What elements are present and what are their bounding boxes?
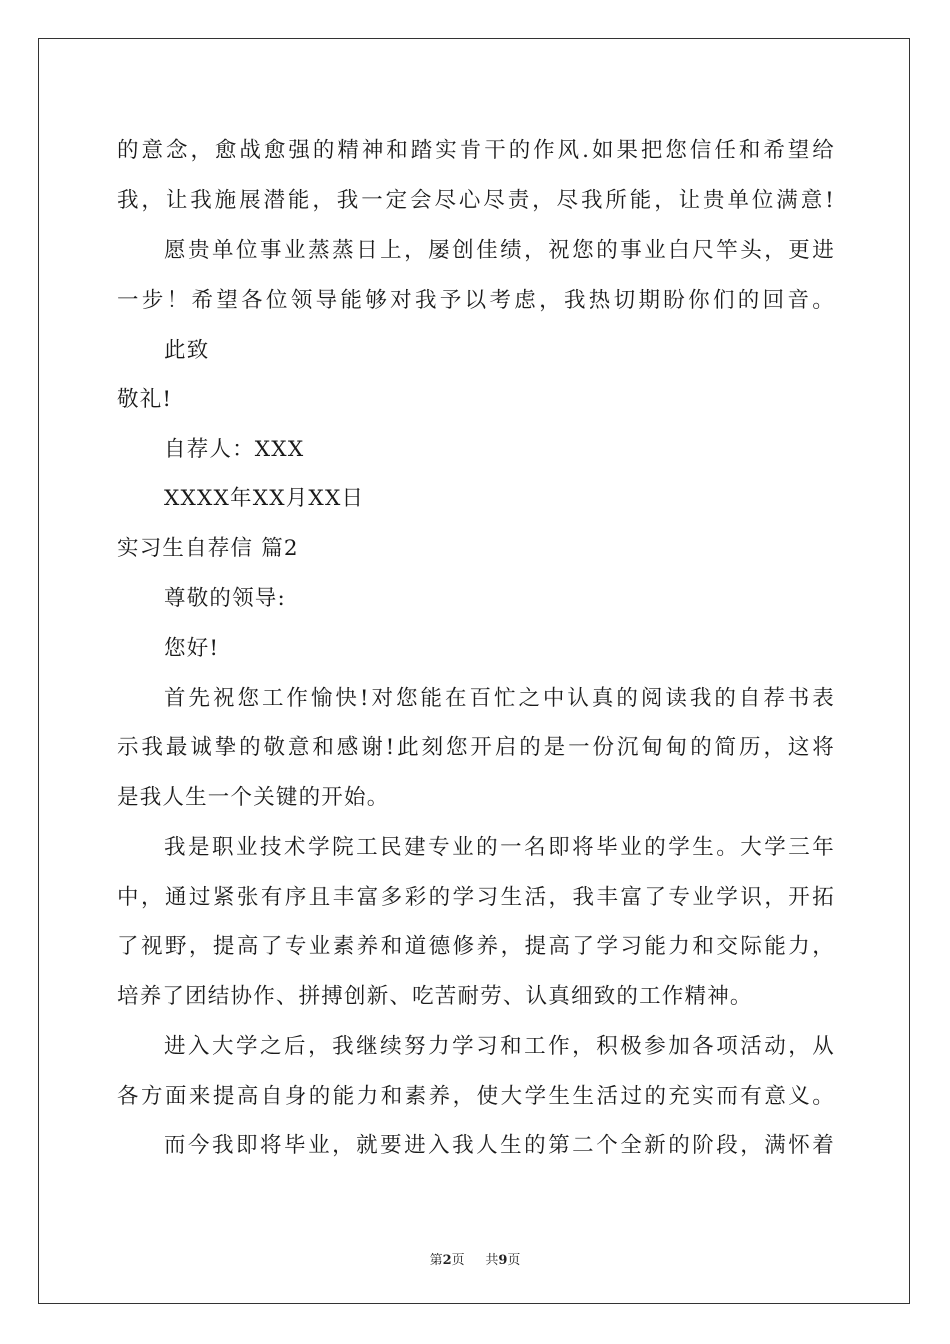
- page-number: 第2页: [429, 1253, 465, 1268]
- date-line: XXXX年XX月XX日: [164, 486, 365, 511]
- text-line: 了视野，提高了专业素养和道德修养，提高了学习能力和交际能力，: [117, 934, 835, 959]
- text-line: 培养了团结协作、拼搏创新、吃苦耐劳、认真细致的工作精神。: [117, 984, 753, 1009]
- text-line: 我，让我施展潜能，我一定会尽心尽责，尽我所能，让贵单位满意!: [117, 188, 835, 213]
- greeting-line: 您好!: [164, 636, 220, 661]
- text-line: 进入大学之后，我继续努力学习和工作，积极参加各项活动，从: [164, 1034, 835, 1059]
- page-footer: [0, 1249, 950, 1268]
- page-border: [38, 38, 910, 1304]
- text-line: 我是职业技术学院工民建专业的一名即将毕业的学生。大学三年: [164, 835, 835, 860]
- text-line: 中，通过紧张有序且丰富多彩的学习生活，我丰富了专业学识，开拓: [117, 885, 835, 910]
- text-line: 而今我即将毕业，就要进入我人生的第二个全新的阶段，满怀着: [164, 1133, 835, 1158]
- text-line: 各方面来提高自身的能力和素养，使大学生生活过的充实而有意义。: [117, 1084, 835, 1109]
- closing-salutation: 此致: [164, 338, 210, 363]
- text-line: 的意念，愈战愈强的精神和踏实肯干的作风.如果把您信任和希望给: [117, 138, 835, 163]
- page-total: 共9页: [485, 1253, 521, 1268]
- closing-regards: 敬礼!: [117, 387, 173, 412]
- section-heading: 实习生自荐信 篇2: [117, 536, 299, 561]
- text-line: 愿贵单位事业蒸蒸日上，屡创佳绩，祝您的事业白尺竿头，更进: [164, 238, 835, 263]
- text-line: 首先祝您工作愉快!对您能在百忙之中认真的阅读我的自荐书表: [164, 686, 835, 711]
- text-line: 示我最诚挚的敬意和感谢!此刻您开启的是一份沉甸甸的简历，这将: [117, 735, 835, 760]
- text-line: 是我人生一个关键的开始。: [117, 785, 390, 810]
- signer-line: 自荐人：XXX: [164, 437, 305, 462]
- text-line: 一步！希望各位领导能够对我予以考虑，我热切期盼你们的回音。: [117, 288, 835, 313]
- greeting-line: 尊敬的领导:: [164, 586, 286, 611]
